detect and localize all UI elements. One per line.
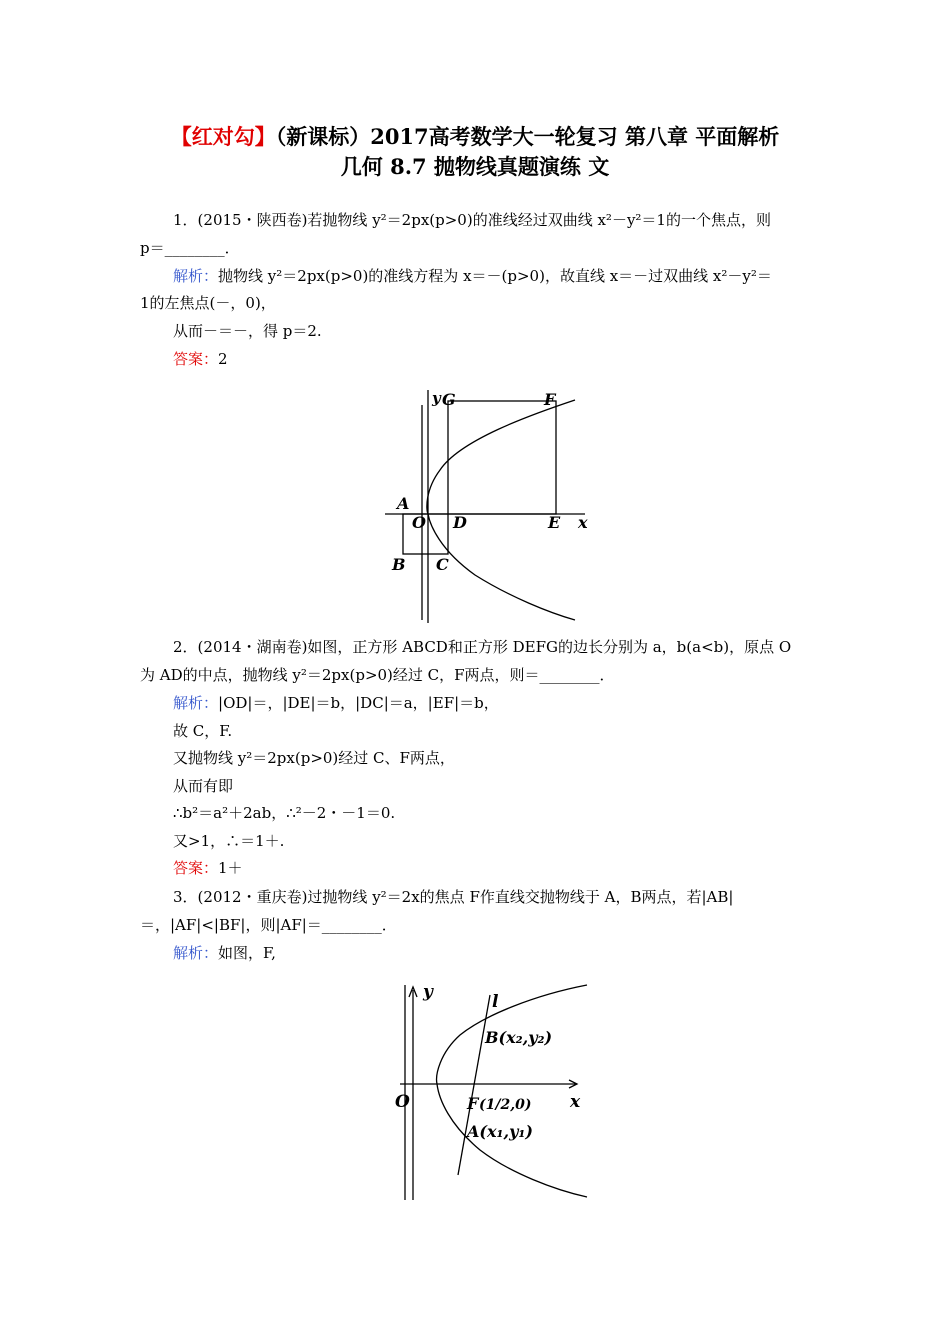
fig1-label-g: G — [442, 390, 456, 409]
q2-analysis-5: ∴b²＝a²＋2ab，∴²－2・－1＝0. — [173, 804, 396, 822]
fig1-label-f: F — [544, 390, 556, 409]
analysis-label: 解析： — [173, 694, 219, 712]
q1-analysis-2: 1的左焦点(－，0)， — [140, 294, 276, 312]
fig1-parabola — [427, 400, 575, 620]
q2-analysis-3: 又抛物线 y²＝2px(p>0)经过 C、F两点， — [173, 749, 455, 767]
fig1-label-o: O — [412, 513, 426, 532]
fig1-label-y: y — [432, 389, 441, 407]
fig1-label-x: x — [578, 513, 588, 532]
fig2-label-f-coord: (1/2,0) — [479, 1097, 532, 1113]
fig1-square-defg — [448, 401, 556, 514]
q1-analysis-3: 从而－＝－，得 p＝2. — [173, 322, 322, 340]
fig2-label-a: A(x₁,y₁) — [467, 1122, 533, 1141]
title-line2: 几何 8.7 抛物线真题演练 文 — [340, 154, 610, 179]
q3-line2: ＝，|AF|<|BF|，则|AF|＝________． — [140, 916, 397, 934]
fig2-line-l — [458, 995, 490, 1175]
q3-analysis-1: 解析：如图，F, — [173, 944, 276, 962]
analysis-label: 解析： — [173, 267, 219, 285]
figure-squares-parabola — [380, 385, 600, 625]
q1-line2: p＝________． — [140, 239, 240, 257]
answer-label: 答案： — [173, 859, 219, 877]
document-title — [140, 122, 810, 182]
q2-line2: 为 AD的中点，抛物线 y²＝2px(p>0)经过 C，F两点，则＝________． — [140, 666, 615, 684]
q2-analysis-6: 又>1，∴＝1＋. — [173, 832, 285, 850]
fig1-label-b: B — [392, 555, 406, 574]
fig2-label-y: y — [423, 982, 433, 1002]
fig2-label-b: B(x₂,y₂) — [485, 1028, 553, 1047]
fig2-label-f: F — [467, 1094, 479, 1113]
fig1-label-a: A — [397, 494, 410, 513]
fig1-label-e: E — [548, 513, 561, 532]
fig2-label-l: l — [492, 992, 499, 1012]
fig1-label-c: C — [436, 555, 449, 574]
q2-analysis-1: 解析：|OD|＝，|DE|＝b，|DC|＝a，|EF|＝b， — [173, 694, 499, 712]
figure-focal-chord — [395, 975, 595, 1205]
q2-line1: 2．(2014・湖南卷)如图，正方形 ABCD和正方形 DEFG的边长分别为 a，b(a<b)，原点 O — [173, 638, 792, 656]
fig2-label-x: x — [570, 1092, 581, 1112]
q2-answer: 答案：1＋ — [173, 859, 243, 877]
title-brand: 【红对勾】 — [170, 124, 276, 149]
analysis-label: 解析： — [173, 944, 219, 962]
title-main: （新课标）2017高考数学大一轮复习 第八章 平面解析 — [275, 124, 780, 149]
q1-analysis-1: 解析：抛物线 y²＝2px(p>0)的准线方程为 x＝－(p>0)，故直线 x＝－过双曲线 x²－y²＝ — [173, 267, 772, 285]
fig1-label-d: D — [453, 513, 467, 532]
q2-analysis-4: 从而有即 — [173, 777, 234, 795]
q1-answer: 答案：2 — [173, 350, 228, 368]
fig2-label-o: O — [395, 1092, 410, 1112]
q3-line1: 3．(2012・重庆卷)过抛物线 y²＝2x的焦点 F作直线交抛物线于 A，B两点，若|AB| — [173, 888, 734, 906]
q2-analysis-2: 故 C，F. — [173, 722, 233, 740]
q1-line1: 1．(2015・陕西卷)若抛物线 y²＝2px(p>0)的准线经过双曲线 x²－y²＝1的一个焦点，则 — [173, 211, 771, 229]
answer-label: 答案： — [173, 350, 219, 368]
